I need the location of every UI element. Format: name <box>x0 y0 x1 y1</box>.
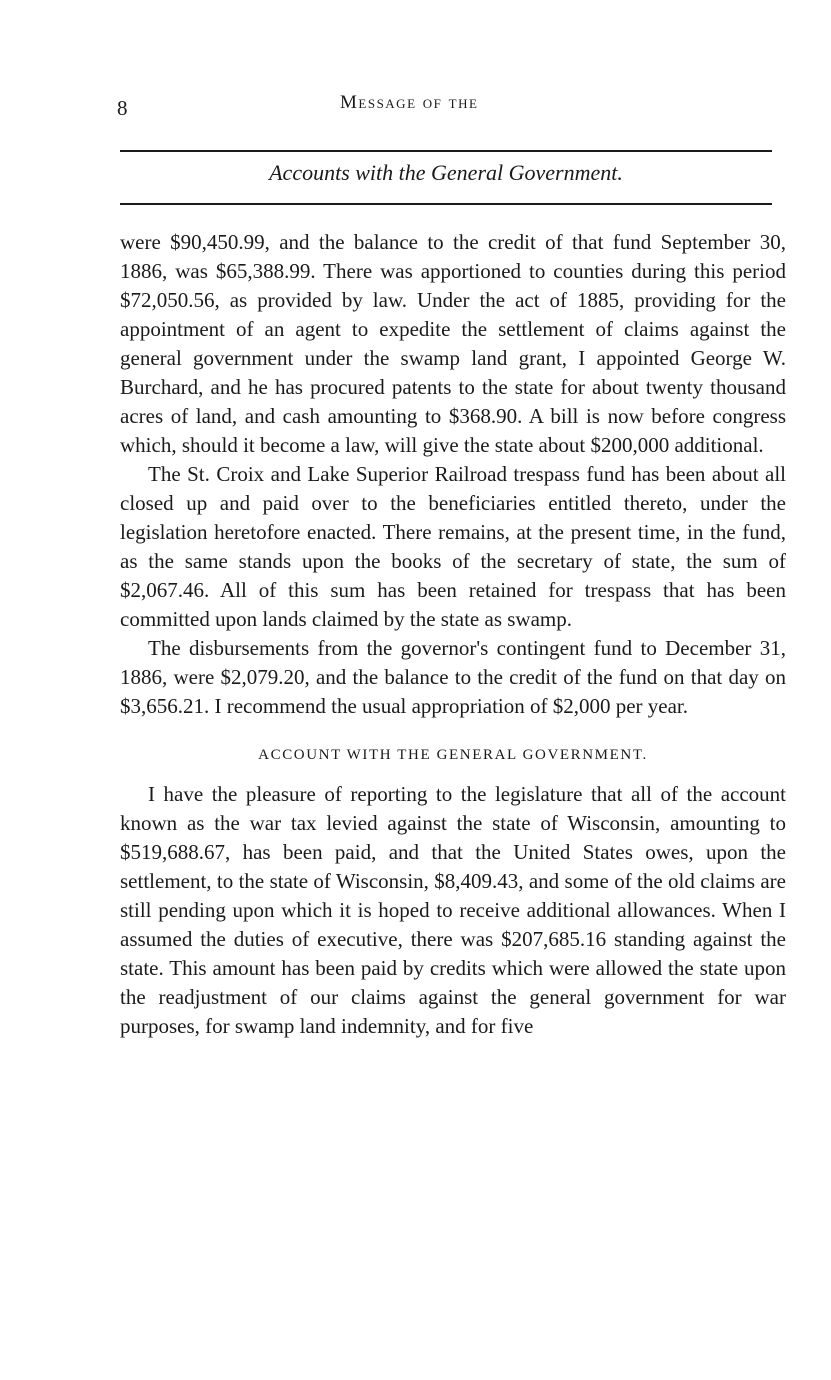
section-title: Accounts with the General Government. <box>269 160 623 185</box>
account-heading: ACCOUNT WITH THE GENERAL GOVERNMENT. <box>258 747 648 763</box>
paragraph-continued: were $90,450.99, and the balance to the credit of that fund September 30, 1886, was $65,388.99. There was apportioned to counties during this period $72,050.56, as provided by law. Under the act of 1885, providing for the appointment of an agent to expedite the settlement of claims against the general government under the swamp land grant, I appointed George W. Burchard, and he has procured patents to the state for about twenty thousand acres of land, and cash amounting to $368.90. A bill is now before congress which, should it become a law, will give the state about $200,000 additional. <box>120 230 786 457</box>
header-rule-bottom <box>120 203 772 205</box>
header-rule-top <box>120 150 772 152</box>
body-text <box>120 228 786 1041</box>
paragraph-contingent-fund: The disbursements from the governor's contingent fund to December 31, 1886, were $2,079.20, and the balance to the credit of the fund on that day on $3,656.21. I recommend the usual appropriation of $2,000 per year. <box>120 636 786 718</box>
paragraph-railroad-trespass-fund: The St. Croix and Lake Superior Railroad trespass fund has been about all closed up and paid over to the beneficiaries entitled thereto, under the legislation heretofore enacted. There remains, at the present time, in the fund, as the same stands upon the books of the secretary of state, the sum of $2,067.46. All of this sum has been retained for trespass that has been committed upon lands claimed by the state as swamp. <box>120 462 786 631</box>
running-title: Message of the <box>340 92 479 113</box>
paragraph-account-general-government: I have the pleasure of reporting to the legislature that all of the account known as the war tax levied against the state of Wisconsin, amounting to $519,688.67, has been paid, and that the United States owes, upon the settlement, to the state of Wisconsin, $8,409.43, and some of the old claims are still pending upon which it is hoped to receive additional allowances. When I assumed the duties of executive, there was $207,685.16 standing against the state. This amount has been paid by credits which were allowed the state upon the readjustment of our claims against the general government for war purposes, for swamp land indemnity, and for five <box>120 782 786 1038</box>
page-number: 8 <box>117 96 128 120</box>
